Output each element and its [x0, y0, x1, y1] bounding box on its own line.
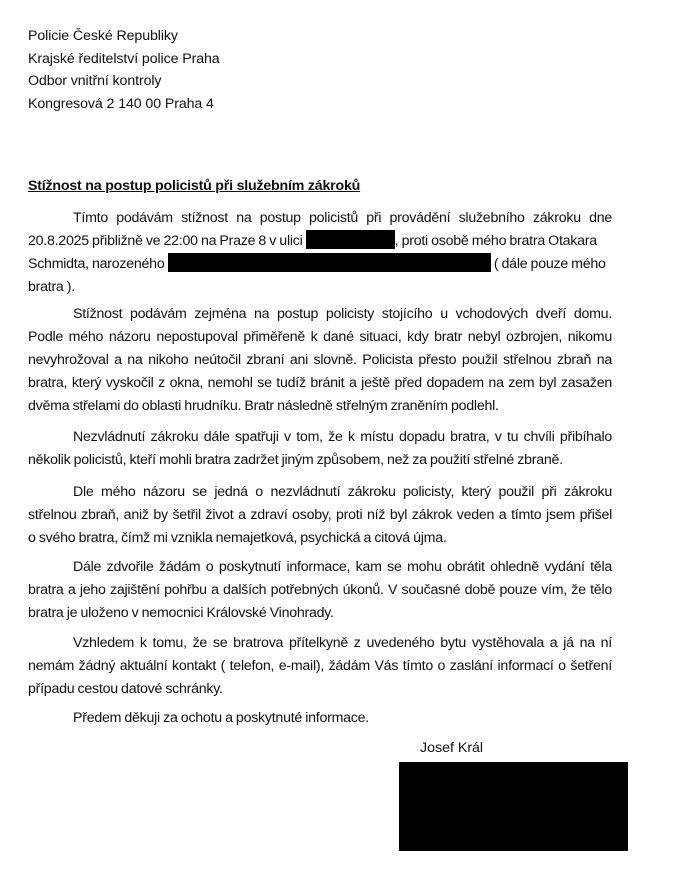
redacted-signature	[399, 762, 628, 851]
paragraph-text: Podle mého názoru nepostupoval přiměřeně k dané situaci, kdy bratr nebyl ozbrojen, nikomu	[28, 329, 612, 345]
paragraph-text: Vzhledem k tomu, že se bratrova přítelkyně z uvedeného bytu vystěhovala a já na ní	[73, 635, 612, 651]
paragraph-text: Tímto podávám stížnost na postup policistů při provádění služebního zákroku dne	[73, 210, 612, 226]
paragraph-text: dvěma střelami do oblasti hrudníku. Bratr následně střelným zraněním podlehl.	[28, 398, 499, 414]
paragraph-text: Předem děkuji za ochotu a poskytnuté informace.	[73, 710, 369, 726]
address-line: Odbor vnitřní kontroly	[28, 73, 162, 89]
paragraph-text: 20.8.2025 přibližně ve 22:00 na Praze 8 v ulici	[28, 233, 303, 249]
paragraph-text: ( dále pouze mého	[493, 256, 606, 272]
paragraph-text: bratra a jeho zajištění pohřbu a dalších potřebných úkonů. V současné době pouze vím, že tělo	[28, 582, 612, 598]
paragraph-text: o svého bratra, čímž mi vznikla nemajetková, psychická a citová újma.	[28, 530, 447, 546]
paragraph-text: bratra je uloženo v nemocnici Královské Vinohrady.	[28, 605, 334, 621]
paragraph-text: Schmidta, narozeného	[28, 256, 165, 272]
paragraph-text: , proti osobě mého bratra Otakara	[394, 233, 597, 249]
paragraph-1	[28, 207, 612, 299]
paragraph-text: nevyhrožoval a na nikoho neútočil zbraní ani slovně. Policista přesto použil střelnou zbraň na	[28, 352, 612, 368]
paragraph-6	[28, 632, 612, 701]
paragraph-text: případu cestou datové schránky.	[28, 681, 223, 697]
paragraph-text: Dle mého názoru se jedná o nezvládnutí zákroku policisty, který použil při zákroku	[73, 484, 612, 500]
paragraph-2	[28, 303, 612, 418]
closing-paragraph	[28, 707, 612, 730]
recipient-address	[28, 25, 220, 115]
subject-heading: Stížnost na postup policistů při služebním zákroků	[28, 178, 361, 194]
paragraph-text: nemám žádný aktuální kontakt ( telefon, e-mail), žádám Vás tímto o zaslání informací o šetření	[28, 658, 612, 674]
address-line: Policie České Republiky	[28, 28, 178, 44]
paragraph-text: několik policistů, kteří mohli bratra zadržet jiným způsobem, než za použití střelné zbraně.	[28, 452, 563, 468]
paragraph-3	[28, 426, 612, 472]
paragraph-text: Stížnost podávám zejména na postup policisty stojícího u vchodových dveří domu.	[73, 306, 612, 322]
paragraph-4	[28, 481, 612, 550]
address-line: Kongresová 2 140 00 Praha 4	[28, 95, 214, 112]
paragraph-text: střelnou zbraň, aniž by šetřil život a zdraví osoby, proti níž byl zákrok veden a tímto jsem přišel	[28, 507, 612, 523]
address-line: Krajské ředitelství police Praha	[28, 50, 220, 67]
paragraph-text: bratra, který vyskočil z okna, nemohl se tudíž bránit a ještě před dopadem na zem byl zasažen	[28, 375, 612, 391]
signature-name: Josef Král	[420, 740, 484, 756]
redacted-birthdate	[168, 253, 491, 272]
redacted-street	[306, 230, 395, 249]
paragraph-text: bratra ).	[28, 279, 75, 295]
paragraph-5	[28, 556, 612, 625]
paragraph-text: Nezvládnutí zákroku dále spatřuji v tom, že k místu dopadu bratra, v tu chvíli přibíhalo	[73, 429, 612, 445]
paragraph-text: Dále zdvořile žádám o poskytnutí informace, kam se mohu obrátit ohledně vydání těla	[73, 559, 612, 575]
